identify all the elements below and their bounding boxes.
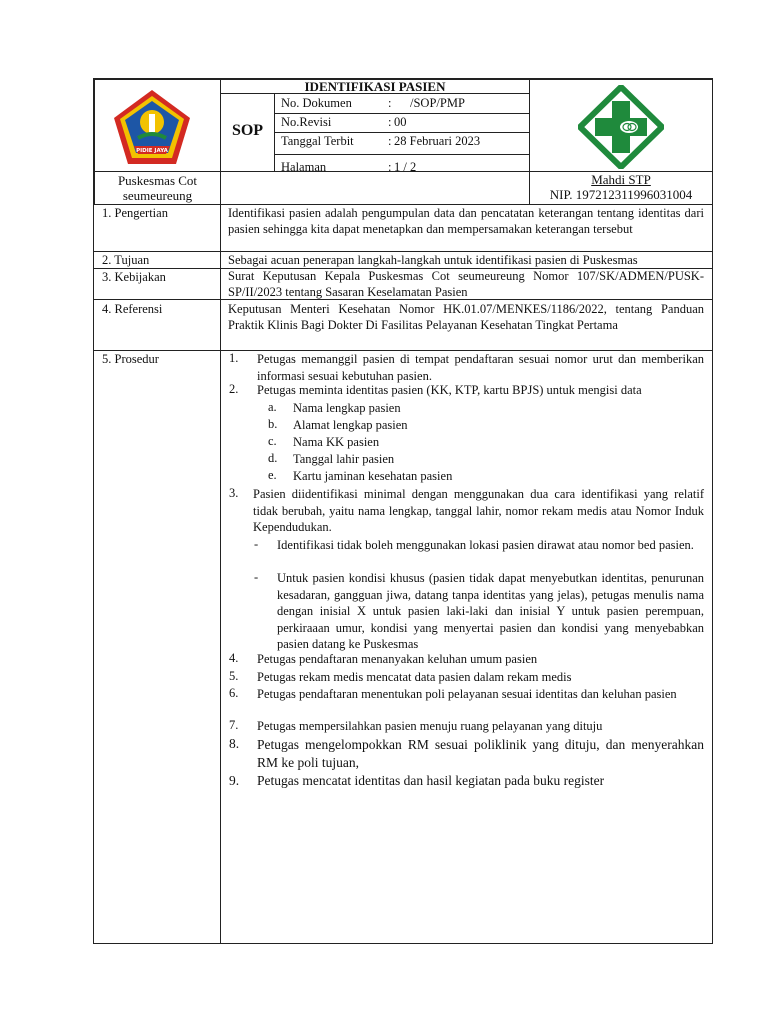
section-label-pengertian: 1. Pengertian xyxy=(102,206,168,220)
step-text: Petugas mempersilahkan pasien menuju ruang pelayanan yang dituju xyxy=(257,719,603,733)
signer-nip: NIP. 197212311996031004 xyxy=(549,187,693,202)
section-label-tujuan: 2. Tujuan xyxy=(102,253,150,267)
meta-value: 1 / 2 xyxy=(394,160,417,174)
label-column-divider xyxy=(220,204,221,943)
meta-row-revisi xyxy=(275,113,529,133)
sub-item-text: Alamat lengkap pasien xyxy=(293,418,408,432)
note-dash: - xyxy=(254,570,259,584)
meta-label: No. Dokumen xyxy=(281,96,352,110)
emblem-text: PIDIE JAYA xyxy=(136,148,168,154)
step-text: Petugas mengelompokkan RM sesuai poliklinik yang dituju, dan menyerahkan RM ke poli tujuan, xyxy=(257,737,704,770)
step-text: Petugas pendaftaran menentukan poli pelayanan sesuai identitas dan keluhan pasien xyxy=(257,687,677,701)
signature-cell xyxy=(529,171,713,205)
signer-name: Mahdi STP xyxy=(591,172,651,187)
section-text-tujuan: Sebagai acuan penerapan langkah-langkah untuk identifikasi pasien di Puskesmas xyxy=(228,253,638,267)
step-text: Petugas meminta identitas pasien (KK, KTP, kartu BPJS) untuk mengisi data xyxy=(257,383,642,397)
sub-item-text: Kartu jaminan kesehatan pasien xyxy=(293,469,453,483)
step-number: 1. xyxy=(229,351,239,365)
step-number: 2. xyxy=(229,382,239,396)
logo-cell-right xyxy=(529,79,713,172)
step-number: 9. xyxy=(229,773,240,788)
meta-label: Halaman xyxy=(281,160,327,174)
section-text-referensi: Keputusan Menteri Kesehatan Nomor HK.01.07/MENKES/1186/2022, tentang Panduan Praktik Klinis Bagi Dokter Di Fasilitas Pelayanan Kesehatan Tingkat Pertama xyxy=(228,302,704,332)
meta-label: Tanggal Terbit xyxy=(281,134,354,148)
step-text: Petugas mencatat identitas dan hasil kegiatan pada buku register xyxy=(257,773,605,788)
step-number: 3. xyxy=(229,486,239,500)
sop-document xyxy=(93,78,713,944)
step-number: 5. xyxy=(229,669,239,683)
logo-cell-left xyxy=(94,79,221,172)
section-text-pengertian: Identifikasi pasien adalah pengumpulan data dan pencatatan keterangan tentang identitas dari pasien sehingga kita dapat menetapkan dan mempersamakan keterangan tersebut xyxy=(228,206,704,236)
org-cell xyxy=(94,171,221,205)
meta-sep: : xyxy=(388,160,392,174)
sub-item-letter: d. xyxy=(268,451,278,465)
step-text: Petugas rekam medis mencatat data pasien dalam rekam medis xyxy=(257,670,572,684)
sub-item-text: Tanggal lahir pasien xyxy=(293,452,395,466)
meta-sep: : xyxy=(388,96,392,110)
sop-label-cell xyxy=(220,93,275,172)
pidie-jaya-emblem-icon xyxy=(112,88,192,168)
blank-cell xyxy=(220,171,530,205)
meta-row-dokumen xyxy=(275,94,529,114)
title-cell xyxy=(220,79,530,94)
meta-value: /SOP/PMP xyxy=(410,96,465,110)
org-name: Puskesmas Cot seumeureung xyxy=(117,173,198,203)
step-number: 6. xyxy=(229,686,239,700)
sub-item-text: Nama lengkap pasien xyxy=(293,401,401,415)
note-text: Identifikasi tidak boleh menggunakan lokasi pasien dirawat atau nomor bed pasien. xyxy=(277,538,694,552)
puskesmas-logo-icon xyxy=(578,85,664,169)
section-label-prosedur: 5. Prosedur xyxy=(102,352,159,366)
sop-label: SOP xyxy=(231,122,264,139)
step-number: 8. xyxy=(229,736,240,751)
step-number: 7. xyxy=(229,718,239,732)
meta-sep: : xyxy=(388,115,392,129)
meta-label: No.Revisi xyxy=(281,115,332,129)
meta-row-tanggal xyxy=(275,132,529,155)
section-label-kebijakan: 3. Kebijakan xyxy=(102,270,166,284)
step-text: Petugas pendaftaran menanyakan keluhan umum pasien xyxy=(257,652,538,666)
document-title: IDENTIFIKASI PASIEN xyxy=(304,79,446,94)
section-text-kebijakan: Surat Keputusan Kepala Puskesmas Cot seumeureung Nomor 107/SK/ADMEN/PUSK-SP/II/2023 tentang Sasaran Keselamatan Pasien xyxy=(228,269,704,299)
sub-item-letter: b. xyxy=(268,417,278,431)
meta-value: 00 xyxy=(394,115,407,129)
meta-table xyxy=(274,93,530,172)
note-text: Untuk pasien kondisi khusus (pasien tidak dapat menyebutkan identitas, penurunan kesadaran, gangguan jiwa, datang tanpa identitas yang jelas), petugas menulis nama dengan inisial X untuk pasien laki-laki dan inisial Y untuk pasien perempuan, perkiraaan umur, kondisi yang menyertai pasien dan kondisi yang menyebabkan pasien datang ke Puskesmas xyxy=(277,571,704,651)
sub-item-text: Nama KK pasien xyxy=(293,435,380,449)
step-number: 4. xyxy=(229,651,239,665)
sub-item-letter: c. xyxy=(268,434,277,448)
step-text: Pasien diidentifikasi minimal dengan menggunakan dua cara identifikasi yang relatif tidak berubah, yaitu nama lengkap, tanggal lahir, nomor rekam medis atau Nomor Induk Kependudukan. xyxy=(253,487,704,534)
sub-item-letter: e. xyxy=(268,468,277,482)
meta-sep: : xyxy=(388,134,392,148)
sub-item-letter: a. xyxy=(268,400,277,414)
note-dash: - xyxy=(254,537,259,551)
step-text: Petugas memanggil pasien di tempat pendaftaran sesuai nomor urut dan memberikan informasi sesuai kebutuhan pasien. xyxy=(257,352,704,383)
section-label-referensi: 4. Referensi xyxy=(102,302,163,316)
meta-value: 28 Februari 2023 xyxy=(394,134,481,148)
